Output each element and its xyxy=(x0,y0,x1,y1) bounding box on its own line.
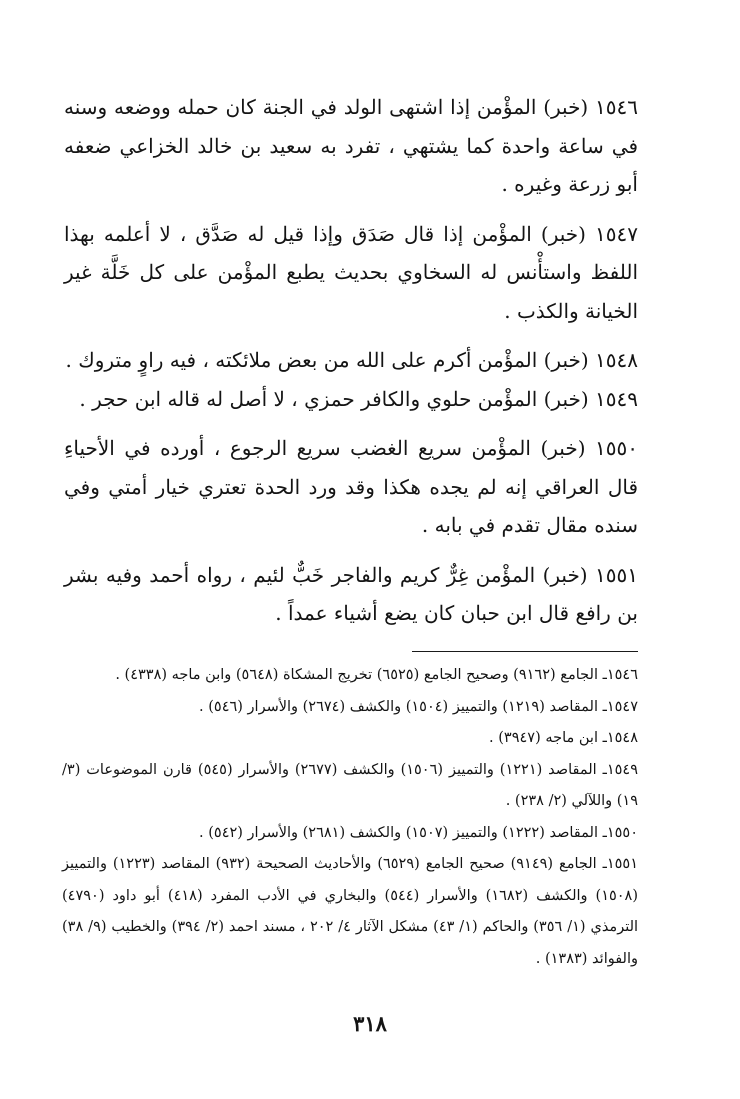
entry-1550: ١٥٥٠ (خبر) المؤْمن سريع الغضب سريع الرجوع ، أورده في الأحياءِ قال العراقي إنه لم يجده هكذا وقد ورد الحدة تعتري خيار أمتي وفي سنده مقال تقدم في بابه . xyxy=(64,436,638,537)
footnotes xyxy=(62,660,638,975)
entry-1546: ١٥٤٦ (خبر) المؤْمن إذا اشتهى الولد في الجنة كان حمله ووضعه وسنه في ساعة واحدة كما يشتهي ، تفرد به سعيد بن خالد الخزاعي ضعفه أبو زرعة وغيره . xyxy=(64,95,638,196)
footnote-1551: ١٥٥١ـ الجامع (٩١٤٩) صحيح الجامع (٦٥٢٩) والأحاديث الصحيحة (٩٣٢) المقاصد (١٢٢٣) والتمييز (١٥٠٨) والكشف (١٦٨٢) والأسرار (٥٤٤) والبخاري في الأدب المفرد (٤١٨) أبو داود (٤٧٩٠) الترمذي (١/ ٣٥٦) والحاكم (١/ ٤٣) مشكل الآثار ٤/ ٢٠٢ ، مسند احمد (٢/ ٣٩٤) والخطيب (٩/ ٣٨) والفوائد (١٣٨٣) . xyxy=(62,856,639,967)
page-number: ٣١٨ xyxy=(353,1011,387,1036)
entry-1551: ١٥٥١ (خبر) المؤْمن غِرٌّ كريم والفاجر خَبٌّ لئيم ، رواه أحمد وفيه بشر بن رافع قال ابن حبان كان يضع أشياء عمداً . xyxy=(64,562,638,625)
footnote-1547: ١٥٤٧ـ المقاصد (١٢١٩) والتمييز (١٥٠٤) والكشف (٢٦٧٤) والأسرار (٥٤٦) . xyxy=(199,698,638,715)
entry-1547: ١٥٤٧ (خبر) المؤْمن إذا قال صَدَق وإذا قيل له صَدَّق ، لا أعلمه بهذا اللفظ واستأْنس له السخاوي بحديث يطبع المؤْمن على كل خَلَّة غير الخيانة والكذب . xyxy=(64,221,638,323)
entry-1549: ١٥٤٩ (خبر) المؤْمن حلوي والكافر حمزي ، لا أصل له قاله ابن حجر . xyxy=(79,386,638,411)
footnote-1546: ١٥٤٦ـ الجامع (٩١٦٢) وصحيح الجامع (٦٥٢٥) تخريج المشكاة (٥٦٤٨) وابن ماجه (٤٣٣٨) . xyxy=(115,667,638,683)
footnote-1550: ١٥٥٠ـ المقاصد (١٢٢٢) والتمييز (١٥٠٧) والكشف (٢٦٨١) والأسرار (٥٤٢) . xyxy=(199,824,638,841)
footnote-1549: ١٥٤٩ـ المقاصد (١٢٢١) والتمييز (١٥٠٦) والكشف (٢٦٧٧) والأسرار (٥٤٥) قارن الموضوعات (٣/ ١٩) واللآلي (٢/ ٢٣٨) . xyxy=(62,761,638,809)
entry-1548: ١٥٤٨ (خبر) المؤْمن أكرم على الله من بعض ملائكته ، فيه راوٍ متروك . xyxy=(65,348,638,372)
footnote-1548: ١٥٤٨ـ ابن ماجه (٣٩٤٧) . xyxy=(489,730,638,746)
footnote-divider xyxy=(412,651,638,652)
main-text xyxy=(64,88,638,644)
